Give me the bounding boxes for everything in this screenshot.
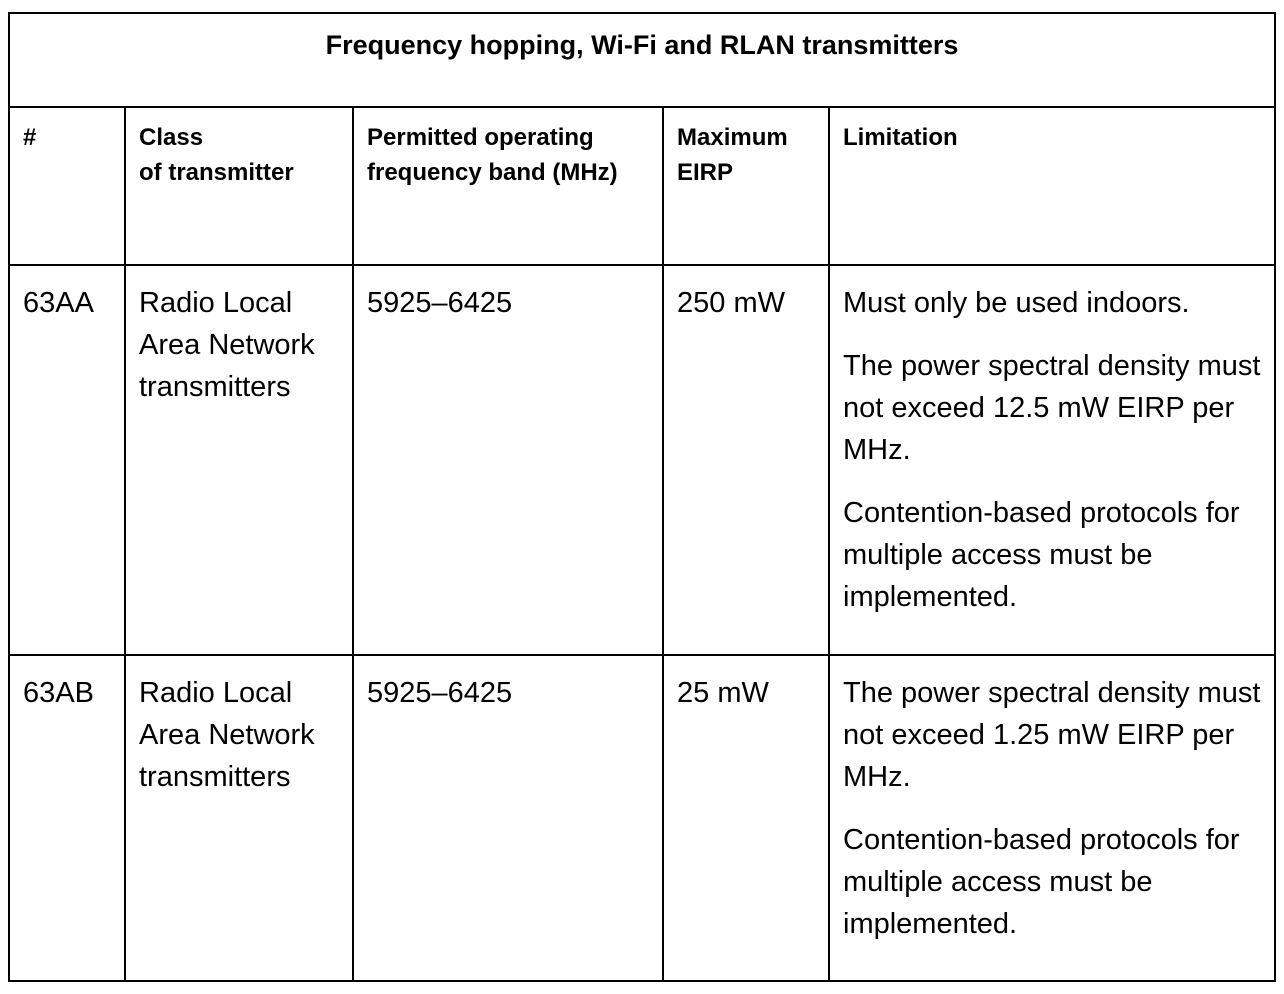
cell-class: Radio Local Area Network transmitters: [125, 265, 353, 655]
cell-eirp: 25 mW: [663, 655, 829, 981]
header-band-line2: frequency band (MHz): [367, 159, 618, 186]
cell-band: 5925–6425: [353, 265, 663, 655]
cell-band: 5925–6425: [353, 655, 663, 981]
limitation-item: The power spectral density must not exceed 1.25 mW EIRP per MHz.: [843, 677, 1261, 793]
header-eirp-line2: EIRP: [677, 159, 734, 186]
cell-limitation: [829, 655, 1275, 981]
table-row: [9, 655, 1275, 981]
header-class-line2: of transmitter: [139, 159, 294, 186]
header-band-line1: Permitted operating: [367, 124, 594, 151]
header-eirp: [663, 107, 829, 265]
cell-class: Radio Local Area Network transmitters: [125, 655, 353, 981]
header-limitation: [829, 107, 1275, 265]
limitation-item: Contention-based protocols for multiple access must be implemented.: [843, 497, 1240, 613]
cell-limitation: [829, 265, 1275, 655]
header-class-line1: Class: [139, 124, 204, 151]
table-title-row: [9, 13, 1275, 107]
header-band: [353, 107, 663, 265]
limitation-item: Contention-based protocols for multiple access must be implemented.: [843, 824, 1240, 940]
header-number-label: #: [23, 124, 37, 151]
table-title: Frequency hopping, Wi-Fi and RLAN transmitters: [9, 13, 1275, 107]
transmitter-table: [8, 12, 1276, 982]
cell-eirp: 250 mW: [663, 265, 829, 655]
header-eirp-line1: Maximum: [677, 124, 788, 151]
table-row: [9, 265, 1275, 655]
limitation-item: The power spectral density must not exceed 12.5 mW EIRP per MHz.: [843, 350, 1261, 466]
cell-number: 63AB: [9, 655, 125, 981]
header-class: [125, 107, 353, 265]
header-number: [9, 107, 125, 265]
header-limitation-label: Limitation: [843, 124, 958, 151]
table-header-row: [9, 107, 1275, 265]
limitation-item: Must only be used indoors.: [843, 287, 1190, 319]
cell-number: 63AA: [9, 265, 125, 655]
